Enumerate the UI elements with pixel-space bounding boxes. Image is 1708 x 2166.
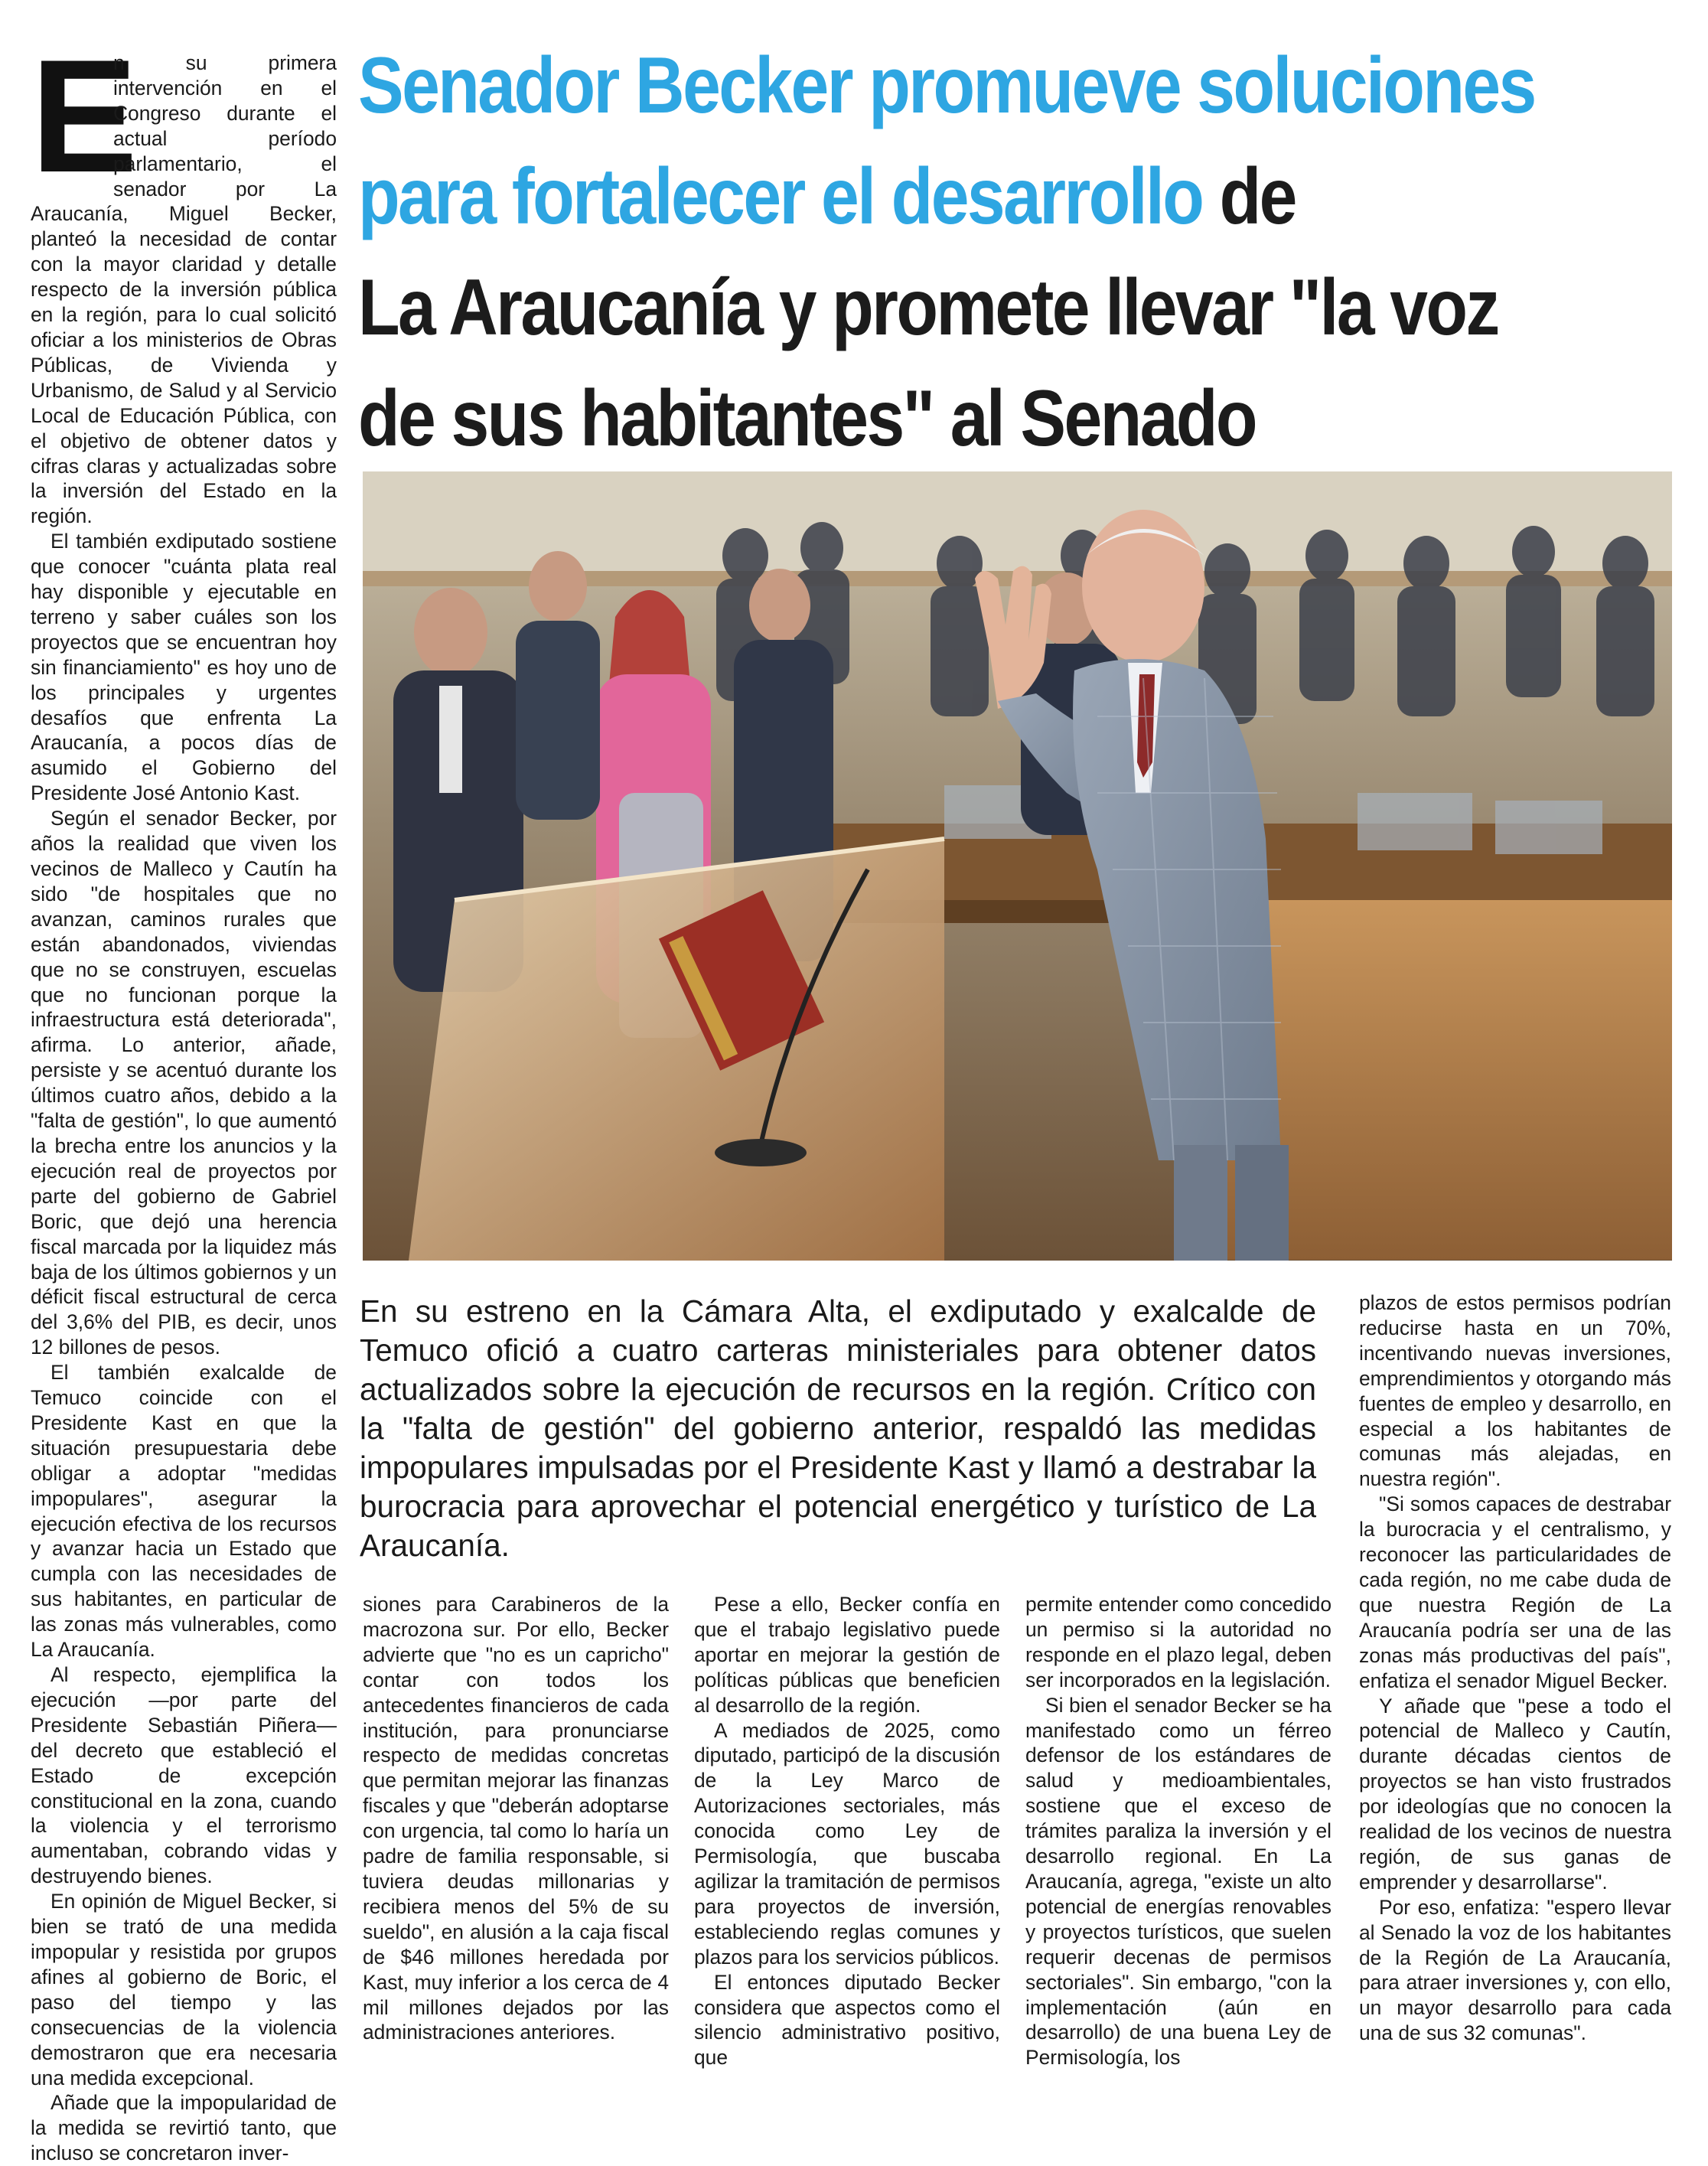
column-3 xyxy=(694,1592,1000,2070)
lead-paragraph: En su estreno en la Cámara Alta, el exdiputado y exalcalde de Temuco ofició a cuatro carteras ministeriales para obtener datos actualizados sobre la ejecución de recursos en la región. Crítico con la "falta de gestión" del gobierno anterior, respaldó las medidas impopulares impulsadas por el Presidente Kast y llamó a destrabar la burocracia para aprovechar el potencial energético y turístico de La Araucanía. xyxy=(360,1293,1316,1563)
headline-line-2-highlight: para fortalecer el desarrollo xyxy=(358,152,1203,241)
column-1 xyxy=(31,26,337,2166)
col1-paragraph-5: Al respecto, ejemplifica la ejecución —por parte del Presidente Sebastián Piñera— del decreto que estableció el Estado de excepción constitucional en la zona, cuando la violencia y el terrorismo aumentaban, cobrando vidas y destruyendo bienes. xyxy=(31,1663,337,1888)
col4-paragraph-1: permite entender como concedido un permiso si la autoridad no responde en el plazo legal, deben ser incorporados en la legislación. xyxy=(1025,1593,1332,1691)
col5-paragraph-1: plazos de estos permisos podrían reducirse hasta en un 70%, incentivando nuevas inversiones, emprendimientos y otorgando más fuentes de empleo y desarrollo, en especial a los habitantes de comunas más alejadas, en nuestra región". xyxy=(1359,1291,1671,1491)
drop-cap: E xyxy=(31,26,139,206)
col4-paragraph-2: Si bien el senador Becker se ha manifestado como un férreo defensor de los estándares de salud y medioambientales, sostiene que el exceso de trámites paraliza la inversión y el desarrollo regional. En La Araucanía, agrega, "existe un alto potencial de energías renovables y proyectos turísticos, que suelen requerir decenas de permisos sectoriales". Sin embargo, "con la implementación (aún en desarrollo) de una buena Ley de Permisología, los xyxy=(1025,1693,1332,2070)
headline-line-4: de sus habitantes" al Senado xyxy=(358,374,1256,463)
headline xyxy=(358,31,1535,475)
headline-line-3: La Araucanía y promete llevar "la voz xyxy=(358,263,1498,352)
col1-paragraph-2: El también exdiputado sostiene que conocer "cuánta plata real hay disponible y ejecutable en terreno y saber cuáles son los proyectos que se encuentran hoy sin financiamiento" es hoy uno de los principales y urgentes desafíos que enfrenta La Araucanía, a pocos días de asumido el Gobierno del Presidente José Antonio Kast. xyxy=(31,530,337,805)
column-2 xyxy=(363,1592,669,2045)
col5-paragraph-3: Y añade que "pese a todo el potencial de Malleco y Cautín, durante décadas cientos de proyectos se han visto frustrados por ideologías que no conocen la realidad de los vecinos de nuestra región, de sus ganas de emprender y desarrollarse". xyxy=(1359,1694,1671,1894)
col5-paragraph-2: "Si somos capaces de destrabar la burocracia y el centralismo, y reconocer las particularidades de cada región, no me cabe duda de que nuestra Región de La Araucanía podría ser una de las zonas más productivas del país", enfatiza el senador Miguel Becker. xyxy=(1359,1492,1671,1692)
headline-line-1: Senador Becker promueve soluciones xyxy=(358,41,1535,130)
col1-paragraph-3: Según el senador Becker, por años la realidad que viven los vecinos de Malleco y Cautín ha sido "de hospitales que no avanzan, caminos rurales que están abandonados, viviendas que no se construyen, escuelas que no funcionan porque la infraestructura está deteriorada", afirma. Lo anterior, añade, persiste y se acentuó durante los últimos cuatro años, debido a la "falta de gestión", lo que aumentó la brecha entre los anuncios y la ejecución real de proyectos por parte del gobierno de Gabriel Boric, que dejó una herencia fiscal marcada por la liquidez más baja de los últimos gobiernos y un déficit fiscal estructural de cerca del 3,6% del PIB, es decir, unos 12 billones de pesos. xyxy=(31,807,337,1359)
col1-paragraph-7: Añade que la impopularidad de la medida se revirtió tanto, que incluso se concretaron inver- xyxy=(31,2091,337,2165)
col5-paragraph-4: Por eso, enfatiza: "espero llevar al Senado la voz de los habitantes de la Región de La Araucanía, para atraer inversiones y, con ello, un mayor desarrollo para cada una de sus 32 comunas". xyxy=(1359,1895,1671,2045)
col1-paragraph-4: El también exalcalde de Temuco coincide con el Presidente Kast en que la situación presupuestaria debe obligar a adoptar "medidas impopulares", asegurar la ejecución efectiva de los recursos y avanzar hacia un Estado que cumpla con las necesidades de sus habitantes, en particular de las zonas más vulnerables, como La Araucanía. xyxy=(31,1361,337,1662)
col3-paragraph-1: Pese a ello, Becker confía en que el trabajo legislativo puede aportar en mejorar la gestión de políticas públicas que beneficien al desarrollo de la región. xyxy=(694,1593,1000,1717)
col3-paragraph-3: El entonces diputado Becker considera que aspectos como el silencio administrativo positivo, que xyxy=(694,1970,1000,2070)
column-5 xyxy=(1359,1290,1671,2046)
photo-senator-swearing-in xyxy=(363,471,1672,1261)
col1-paragraph-6: En opinión de Miguel Becker, si bien se trató de una medida impopular y resistida por grupos afines al gobierno de Boric, el paso del tiempo y las consecuencias de la violencia demostraron que era necesaria una medida excepcional. xyxy=(31,1890,337,2089)
col3-paragraph-2: A mediados de 2025, como diputado, participó de la discusión de la Ley Marco de Autorizaciones sectoriales, más conocida como Ley de Permisología, que buscaba agilizar la tramitación de permisos para proyectos de inversión, estableciendo reglas comunes y plazos para los servicios públicos. xyxy=(694,1718,1000,1969)
headline-line-2-rest: de xyxy=(1202,152,1296,241)
main-photo xyxy=(363,471,1672,1261)
col1-paragraph-1: n su primera intervención en el Congreso durante el actual período parlamentario, el senador por La Araucanía, Miguel Becker, planteó la necesidad de contar con la mayor claridad y detalle respecto de la inversión pública en la región, para lo cual solicitó oficiar a los ministerios de Obras Públicas, de Vivienda y Urbanismo, de Salud y al Servicio Local de Educación Pública, con el objetivo de obtener datos y cifras claras y actualizadas sobre la inversión del Estado en la región. xyxy=(31,51,337,528)
column-4 xyxy=(1025,1592,1332,2070)
col2-paragraph-1: siones para Carabineros de la macrozona sur. Por ello, Becker advierte que "no es un capricho" contar con todos los antecedentes financieros de cada institución, para pronunciarse respecto de medidas concretas que permitan mejorar las finanzas fiscales y que "deberán adoptarse con urgencia, tal como lo haría un padre de familia responsable, si tuviera deudas millonarias y recibiera menos del 5% de su sueldo", en alusión a la caja fiscal de $46 millones heredada por Kast, muy inferior a los cerca de 4 mil millones dejados por las administraciones anteriores. xyxy=(363,1593,669,2044)
